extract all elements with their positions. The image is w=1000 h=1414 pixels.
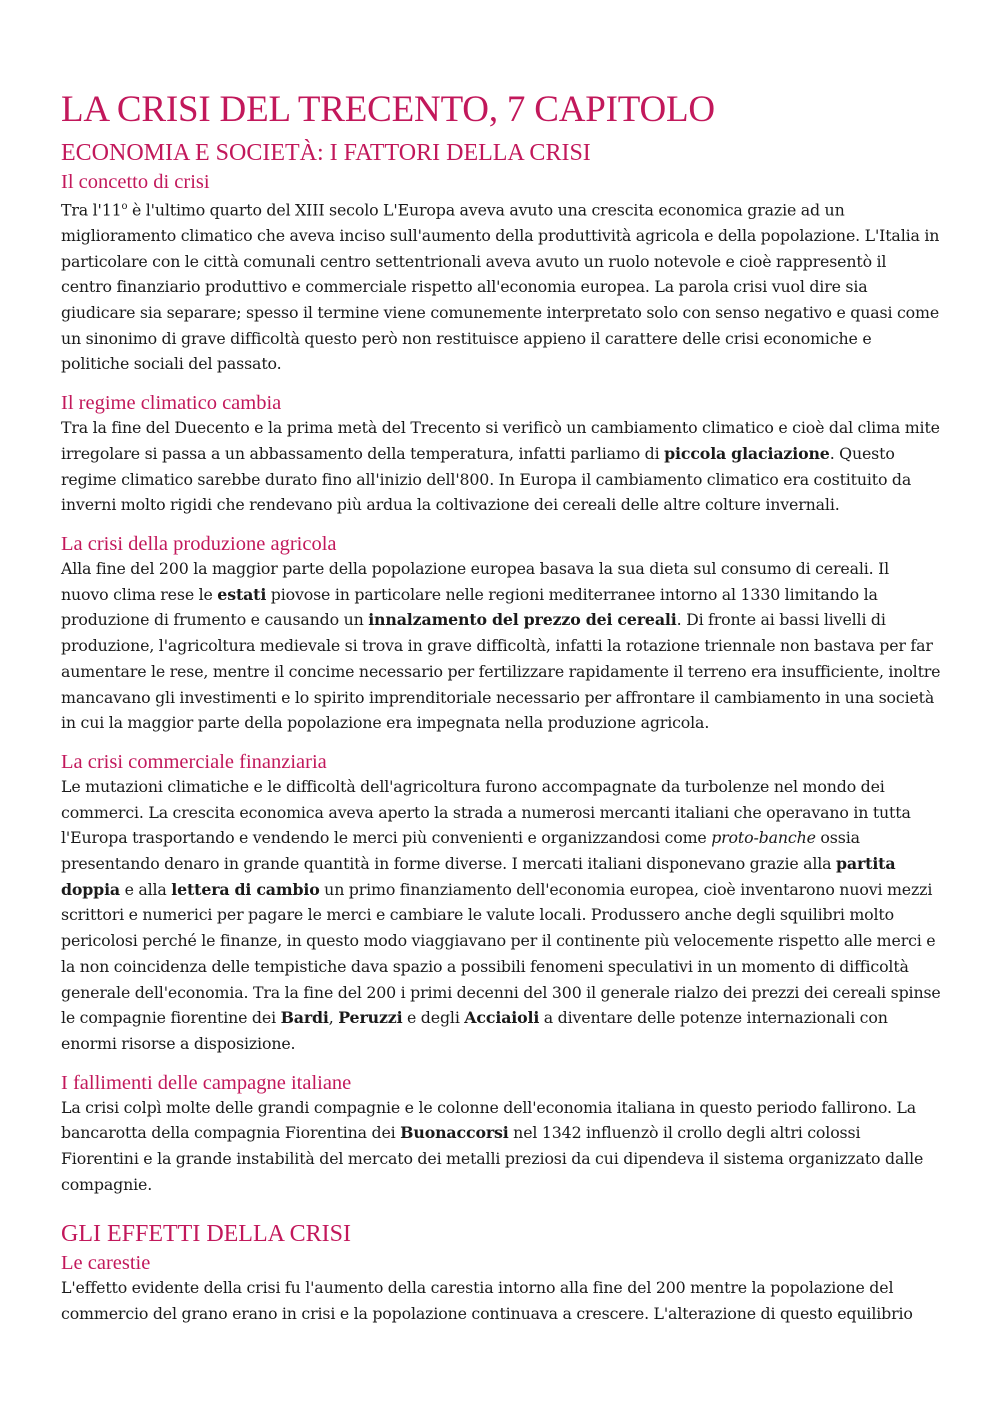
bold-term: Acciaioli (464, 1008, 540, 1028)
part1-heading: ECONOMIA E SOCIETÀ: I FATTORI DELLA CRISI (61, 140, 591, 166)
section-produzione-agricola (61, 532, 941, 736)
text-run: un primo finanziamento dell'economia europea, cioè inventarono nuovi mezzi scrittori e numerici per pagare le merci e cambiare le valute locali. Produssero anche degli squilibri molto pericolosi perché le finanze, in questo modo viaggiavano per il continente più velocemente rispetto alle merci e la non coincidenza delle tempistiche dava spazio a possibili fenomeni speculativi in un momento di difficoltà generale dell'economia. Tra la fine del 200 i primi decenni del 300 il generale rialzo dei prezzi dei cereali spinse le compagnie fiorentine dei (61, 879, 941, 1028)
text-run: piovose in particolare nelle regioni mediterranee intorno al 1330 limitando la produzione di frumento e causando un (61, 584, 878, 630)
section-paragraph (61, 774, 941, 1057)
section-paragraph (61, 194, 941, 377)
bold-term: piccola glaciazione (664, 443, 830, 463)
section-paragraph (61, 1095, 941, 1198)
part2-heading: GLI EFFETTI DELLA CRISI (61, 1221, 351, 1248)
section-regime-climatico (61, 391, 941, 518)
section-heading: Le carestie (61, 1252, 151, 1275)
text-run: è l'ultimo quarto del XIII secolo L'Europa aveva avuto una crescita economica grazie ad un miglioramento climatico che aveva inciso sull'aumento della produttività agricola e della popolazione. L'Italia in particolare con le città comunali centro settentrionali aveva avuto un ruolo notevole e cioè rappresentò il centro finanziario produttivo e commerciale rispetto all'economia europea. La parola crisi vuol dire sia giudicare sia separare; spesso il termine viene comunemente interpretato solo con senso negativo e quasi come un sinonimo di grave difficoltà questo però non restituisce appieno il carattere delle crisi economiche e politiche sociali del passato. (61, 200, 940, 374)
section-heading: Il regime climatico cambia (61, 392, 282, 415)
text-run: Tra la fine del Duecento e la prima metà del Trecento si verificò un cambiamento climatico e cioè dal clima mite irregolare si passa a un abbassamento della temperatura, infatti parliamo di (61, 418, 940, 463)
section-carestie (61, 1251, 941, 1326)
section-paragraph (61, 1275, 941, 1326)
section-paragraph (61, 415, 941, 518)
text-run: , (328, 1008, 339, 1028)
section-heading: La crisi della produzione agricola (61, 533, 337, 555)
bold-term: innalzamento del prezzo dei cereali (368, 610, 677, 630)
section-paragraph (61, 556, 941, 736)
bold-term: Peruzzi (338, 1008, 403, 1028)
document-page (61, 86, 941, 1341)
bold-term: partita doppia (61, 854, 896, 899)
text-run: . Questo regime climatico sarebbe durato fino all'inizio dell'800. In Europa il cambiamento climatico era costituito da inverni molto rigidi che rendevano più ardua la coltivazione dei cereali delle altre colture invernali. (61, 443, 912, 515)
text-run: nel 1342 influenzò il crollo degli altri colossi Fiorentini e la grande instabilità del mercato dei metalli preziosi da cui dipendeva il sistema organizzato dalle compagnie. (61, 1123, 924, 1194)
text-run: ossia presentando denaro in grande quantità in forme diverse. I mercati italiani disponevano grazie alla (61, 828, 860, 874)
section-crisi-commerciale (61, 750, 941, 1057)
section-heading: Il concetto di crisi (61, 171, 210, 193)
text-run: . Di fronte ai bassi livelli di produzione, l'agricoltura medievale si trova in grave difficoltà, infatti la rotazione triennale non bastava per far aumentare le rese, mentre il concime necessario per fertilizzare rapidamente il terreno era insufficiente, inoltre mancavano gli investimenti e lo spirito imprenditoriale necessario per affrontare il cambiamento in una società in cui la maggior parte della popolazione era impegnata nella produzione agricola. (61, 610, 941, 733)
bold-term: estati (217, 584, 267, 604)
text-run: La crisi colpì molte delle grandi compagnie e le colonne dell'economia italiana in questo periodo fallirono. La bancarotta della compagnia Fiorentina dei (61, 1097, 917, 1143)
section-concetto-di-crisi (61, 170, 941, 377)
section-heading: La crisi commerciale finanziaria (61, 750, 327, 773)
text-run: a diventare delle potenze internazionali con enormi risorse a disposizione. (61, 1008, 888, 1053)
superscript: o (121, 201, 128, 212)
section-heading: I fallimenti delle campagne italiane (61, 1071, 352, 1094)
text-run: e degli (402, 1008, 465, 1028)
italic-term: proto-banche (711, 828, 816, 848)
bold-term: lettera di cambio (171, 879, 320, 899)
bold-term: Buonaccorsi (400, 1123, 509, 1143)
text-run: Alla fine del 200 la maggior parte della popolazione europea basava la sua dieta sul consumo di cereali. Il nuovo clima rese le (61, 559, 890, 604)
document-title: LA CRISI DEL TRECENTO, 7 CAPITOLO (61, 89, 715, 130)
text-run: Tra l'11 (61, 200, 122, 220)
text-run: Le mutazioni climatiche e le difficoltà dell'agricoltura furono accompagnate da turbolenze nel mondo dei commerci. La crescita economica aveva aperto la strada a numerosi mercanti italiani che operavano in tutta l'Europa trasportando e vendendo le merci più convenienti e organizzandosi come (61, 776, 911, 848)
section-fallimenti (61, 1071, 941, 1198)
text-run: e alla (120, 879, 172, 899)
text-run: L'effetto evidente della crisi fu l'aumento della carestia intorno alla fine del 200 mentre la popolazione del commercio del grano erano in crisi e la popolazione continuava a crescere. L'alterazione di questo equilibrio (61, 1278, 913, 1324)
bold-term: Bardi (280, 1008, 329, 1028)
